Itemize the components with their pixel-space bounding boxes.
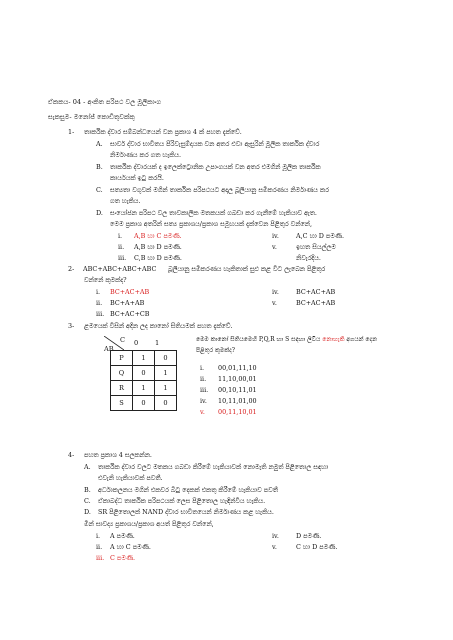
q2-option-num: ii. (96, 299, 103, 307)
q4-option-correct: C පමණි. (110, 554, 136, 562)
kmap-corner-left: AB (104, 345, 114, 353)
q1-option-num: i. (118, 232, 123, 240)
q2-number: 2- (68, 265, 75, 273)
kmap-cell: 1 (155, 366, 177, 381)
q3-side-question (196, 336, 377, 344)
kmap-corner-top: C (120, 336, 126, 344)
q1-item-text: සාර්ව ද්වාර භාවිතය පිරිවැසුම්දායක වන අතර එවා ඇසුරින් මූලික තාර්කික ද්වාර (110, 140, 320, 148)
kmap-row (111, 381, 177, 396)
q3-side-emphasis: නොහැකි (322, 336, 345, 343)
kmap-row-label: P (111, 351, 133, 366)
q1-item-text: තාර්කික ද්වාරයක් ද ඉලෙක්ට්‍රොනික උපාංගයක් වන අතර එමගින් මූලික තාර්කික (110, 163, 321, 171)
q4-item-text: SR පිළිතොලක් NAND ද්වාර භාවිතයෙන් නිර්මාණය කළ හැකිය. (98, 508, 274, 516)
q3-side-text: මෙම කානෝ සිතියමෙහි P,Q,R හා S සඳහා ලිවිය (196, 336, 323, 343)
q4-item-label: D. (84, 508, 91, 516)
q2-option-num: iii. (96, 310, 105, 318)
kmap-cell: 1 (133, 351, 155, 366)
q3-stem: ළමයෙක් විසින් අදින ලද කානෝ සිතියමක් පහත දැක්වේ. (84, 322, 233, 330)
kmap-cell: 0 (133, 396, 155, 411)
kmap-table (110, 350, 177, 411)
q3-side-text-end: අගයන් දෙන (344, 336, 378, 343)
q3-option-num: iv. (200, 397, 207, 405)
q4-item-text: අර්ධාකලනය මගින් එකවර බිටු දෙකක් එකතු කිරීමේ හැකියාව පවතී (98, 486, 278, 494)
q3-option-num: iii. (200, 386, 209, 394)
q4-option: A හා C පමණි. (110, 543, 151, 551)
kmap-col-header: 1 (155, 339, 160, 347)
q1-item-label: C. (96, 186, 103, 194)
q4-item-label: C. (84, 497, 91, 505)
kmap-row (111, 351, 177, 366)
unit-title: ඒකකය- 04 - අංකිත පරිපථ වල මූලිකාංග (48, 98, 162, 106)
q4-option-num: v. (272, 543, 277, 551)
kmap-cell: 0 (133, 366, 155, 381)
kmap-cell: 1 (155, 381, 177, 396)
q4-option: C හා D පමණි. (296, 543, 338, 551)
q4-option-num: i. (96, 532, 101, 540)
q1-prompt: මෙම ප්‍රකාශ අතරින් සත්‍ය ප්‍රකාශය/ප්‍රකාශ සමූහයක් දැක්වෙන පිළිතුර වන්නේ, (110, 220, 313, 228)
q1-option: ඉහත සියල්ලම (296, 243, 336, 251)
q4-item-text-cont: එවැනි හැකියාවක් පවතී. (98, 474, 163, 482)
q3-option: 00,10,11,01 (218, 386, 257, 394)
q4-item-label: A. (84, 463, 91, 471)
kmap-col-header: 0 (134, 339, 139, 347)
q1-option: C,B හා D පමණි. (134, 254, 182, 262)
q4-option-num: iv. (272, 532, 279, 540)
q1-item-text-cont: කාර්යයක් ඉටු කරයි. (110, 174, 164, 182)
q2-option-num: iv. (272, 288, 279, 296)
q3-option-num: i. (200, 364, 205, 372)
q2-option: BC+AC+CB (110, 310, 150, 318)
q1-item-label: B. (96, 163, 103, 171)
q4-item-label: B. (84, 486, 91, 494)
q3-option: 11,10,00,01 (218, 375, 257, 383)
q3-option-num: v. (200, 408, 205, 416)
kmap-row-label: R (111, 381, 133, 396)
q4-item-text: ඒකාබද්ධ තාර්කික පරිපථයක් ලෙස පිළිතොල හැඳින්විය හැකිය. (98, 497, 266, 505)
q2-stem-cont: වන්නේ කුමක්ද? (84, 276, 127, 284)
q4-prompt: මින් සාවද්‍ය ප්‍රකාශය/ප්‍රකාශ අයත් පිළිතුර වන්නේ, (84, 520, 214, 528)
q1-option-num: v. (272, 243, 277, 251)
q3-number: 3- (68, 322, 75, 330)
q3-option: 10,11,01,00 (218, 397, 257, 405)
q4-option-num: iii. (96, 554, 105, 562)
q1-option-num: iii. (118, 254, 127, 262)
kmap-cell: 0 (155, 396, 177, 411)
q4-number: 4- (68, 451, 75, 459)
q1-item-text-cont: ගත හැකිය. (110, 197, 141, 205)
q3-option-correct: 00,11,10,01 (218, 408, 257, 416)
q1-option: A,B හා D පමණි. (134, 243, 182, 251)
kmap-row (111, 396, 177, 411)
q3-option: 00,01,11,10 (218, 364, 257, 372)
q2-expression-text: ABC+ABC+ABC+ABC (83, 265, 157, 273)
q4-option: D පමණි. (296, 532, 322, 540)
q2-option: BC+AC+AB (296, 299, 336, 307)
q4-option: A පමණි. (110, 532, 135, 540)
q1-option-num: iv. (272, 232, 279, 240)
q3-side-question-cont: පිළිතුර කුමක්ද? (196, 347, 235, 354)
q1-stem: තාර්කික ද්වාර සම්බන්ධයෙන් වන ප්‍රකාශ 4 ක් පහත දැක්වේ. (84, 128, 242, 136)
kmap-row-label: Q (111, 366, 133, 381)
q1-option-num: ii. (118, 243, 125, 251)
q1-item-text: සත්‍යතා වගුවක් මගින් තාර්කික පරිපථයට අදාල බූලියානු සමීකරණය නිර්මාණය කර (110, 186, 329, 194)
q4-stem: පහත ප්‍රකාශ 4 සලකන්න. (84, 451, 152, 459)
author-line: සැකසුම- මනෝජ් කොඩිතුවක්කු (48, 113, 135, 121)
q4-option-num: ii. (96, 543, 103, 551)
q1-option-cont: නිවැරදිය. (296, 254, 321, 262)
q2-option: BC+AC+AB (296, 288, 336, 296)
kmap-row-label: S (111, 396, 133, 411)
q1-item-label: D. (96, 209, 103, 217)
q2-option-correct: BC+AC+AB (110, 288, 150, 296)
q2-stem: බූලියානු සමීකරණය හැකිතාක් සුළු කළ විට ලැබෙන පිළිතුර (168, 265, 326, 273)
kmap-cell: 1 (133, 381, 155, 396)
q1-item-text-cont: නිර්මාණය කර ගත හැකිය. (110, 151, 182, 159)
q2-option-num: v. (272, 299, 277, 307)
q1-option-correct: A,B හා C පමණි. (134, 232, 182, 240)
q1-number: 1- (68, 128, 75, 136)
q2-option-num: i. (96, 288, 101, 296)
q2-option: BC+A+AB (110, 299, 145, 307)
q1-option: A,C හා D පමණි. (296, 232, 345, 240)
q1-item-label: A. (96, 140, 103, 148)
q4-item-text: තාර්කික ද්වාර වලට මතකය ගබඩා කිරීමේ හැකියාවක් නොමැති නමුත් පිළිතොල සඳහා (98, 463, 329, 471)
q3-option-num: ii. (200, 375, 207, 383)
kmap-row (111, 366, 177, 381)
kmap-cell: 0 (155, 351, 177, 366)
q2-expression (84, 265, 156, 273)
q1-item-text: සංයෝජන පරිපථ වල තාවකාලික මතකයක් ගබඩා කර ගැනීමේ හැකියාව ඇත. (110, 209, 317, 217)
